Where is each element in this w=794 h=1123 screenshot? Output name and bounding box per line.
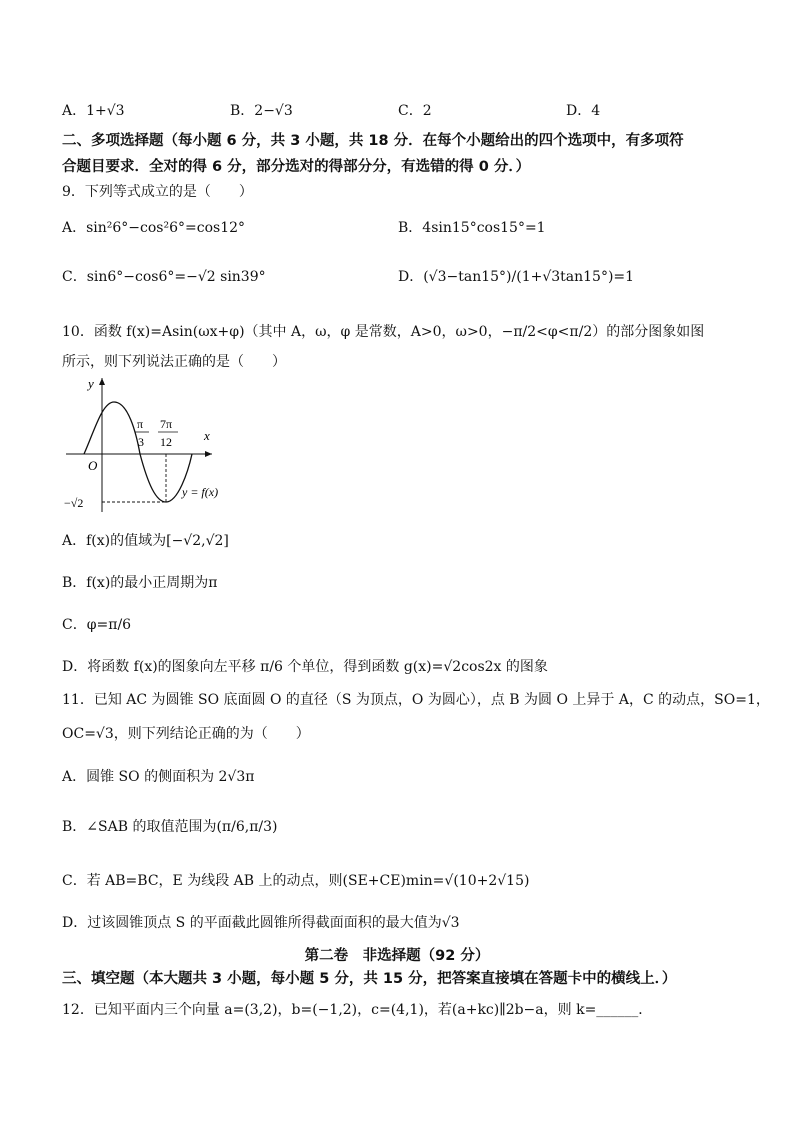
q10-option-d: D．将函数 f(x)的图象向左平移 π/6 个单位，得到函数 g(x)=√2cos2x 的图象 [62, 659, 548, 675]
q9-option-a: A．sin²6°−cos²6°=cos12° [62, 220, 246, 236]
q11-stem-line1: 11．已知 AC 为圆锥 SO 底面圆 O 的直径（S 为顶点，O 为圆心），点 B 为圆 O 上异于 A，C 的动点，SO=1， [62, 692, 770, 708]
section2-title-line1: 二、多项选择题（每小题 6 分，共 3 小题，共 18 分．在每个小题给出的四个选项中，有多项符 [62, 133, 684, 149]
q11-stem-line2: OC=√3，则下列结论正确的为（ ） [62, 726, 310, 742]
q10-option-c: C．φ=π/6 [62, 617, 132, 633]
x-axis-label: x [204, 428, 210, 443]
q11-option-c: C．若 AB=BC，E 为线段 AB 上的动点，则(SE+CE)min=√(10+2√15) [62, 873, 530, 889]
curve-label: y = f(x) [182, 485, 219, 499]
q8-option-a: A．1+√3 [62, 103, 125, 119]
q11-option-a: A．圆锥 SO 的侧面积为 2√3π [62, 769, 255, 785]
q10-stem-line2: 所示，则下列说法正确的是（ ） [62, 354, 286, 370]
tick-7pi-over-12-den: 12 [160, 435, 172, 449]
q9-option-b: B．4sin15°cos15°=1 [398, 220, 546, 236]
q8-option-c: C．2 [398, 103, 432, 119]
q10-option-b: B．f(x)的最小正周期为π [62, 575, 218, 591]
q11-option-d: D．过该圆锥顶点 S 的平面截此圆锥所得截面面积的最大值为√3 [62, 915, 460, 931]
q9-option-c: C．sin6°−cos6°=−√2 sin39° [62, 269, 266, 285]
q8-option-b: B．2−√3 [230, 103, 293, 119]
x-axis-arrow [205, 451, 212, 457]
origin-label: O [88, 458, 98, 473]
part2-title: 第二卷 非选择题（92 分） [304, 948, 490, 964]
q10-option-a: A．f(x)的值域为[−√2,√2] [62, 533, 229, 549]
q10-stem-line1: 10．函数 f(x)=Asin(ωx+φ)（其中 A，ω，φ 是常数，A>0，ω>0，−π/2<φ<π/2）的部分图象如图 [62, 324, 705, 340]
q8-option-d: D．4 [566, 103, 601, 119]
q9-stem: 9．下列等式成立的是（ ） [62, 184, 253, 200]
tick-pi-over-3-num: π [137, 417, 144, 431]
tick-pi-over-3-den: 3 [138, 435, 144, 449]
y-axis-label: y [88, 376, 94, 391]
section3-title: 三、填空题（本大题共 3 小题，每小题 5 分，共 15 分，把答案直接填在答题卡中的横线上．） [62, 971, 677, 987]
q12-stem: 12．已知平面内三个向量 a=(3,2)，b=(−1,2)，c=(4,1)，若(a+kc)∥2b−a，则 k=______． [62, 1002, 653, 1018]
tick-7pi-over-12-num: 7π [160, 417, 173, 431]
q9-option-d: D．(√3−tan15°)/(1+√3tan15°)=1 [398, 269, 635, 285]
section2-title-line2: 合题目要求．全对的得 6 分，部分选对的得部分分，有选错的得 0 分．） [62, 159, 531, 175]
q10-sine-graph [62, 372, 252, 517]
q11-option-b: B．∠SAB 的取值范围为(π/6,π/3) [62, 819, 278, 835]
min-value-label: −√2 [64, 496, 84, 510]
y-axis-arrow [99, 378, 105, 385]
